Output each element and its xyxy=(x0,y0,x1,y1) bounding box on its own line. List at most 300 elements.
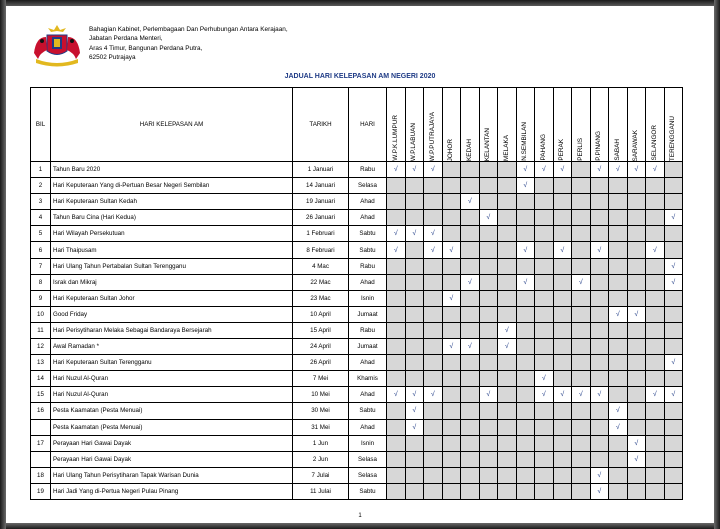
page-number: 1 xyxy=(358,513,362,519)
cell-state-empty xyxy=(590,355,609,371)
cell-state-empty xyxy=(424,467,443,483)
cell-bil: 8 xyxy=(31,274,51,290)
state-label: W.P.PUTRAJAYA xyxy=(428,111,436,161)
cell-holiday-name: Israk dan Mikraj xyxy=(51,274,293,290)
cell-state-empty xyxy=(461,290,480,306)
cell-state-empty xyxy=(387,419,406,435)
cell-state-empty xyxy=(479,435,498,451)
cell-state-empty xyxy=(646,322,665,338)
cell-state-empty xyxy=(516,322,535,338)
cell-bil: 3 xyxy=(31,194,51,210)
cell-holiday-name: Hari Perisytiharan Melaka Sebagai Bandaraya Bersejarah xyxy=(51,322,293,338)
cell-state-empty xyxy=(405,467,424,483)
cell-state-holiday-tick: √ xyxy=(535,371,554,387)
cell-state-empty xyxy=(609,258,628,274)
cell-state-empty xyxy=(424,355,443,371)
table-row xyxy=(31,403,683,419)
column-header-state xyxy=(664,88,683,162)
cell-state-empty xyxy=(479,419,498,435)
cell-date: 10 Mei xyxy=(293,387,349,403)
cell-state-empty xyxy=(535,403,554,419)
cell-state-empty xyxy=(572,322,591,338)
cell-state-empty xyxy=(609,467,628,483)
cell-state-empty xyxy=(498,419,517,435)
cell-state-holiday-tick: √ xyxy=(609,403,628,419)
cell-state-empty xyxy=(609,355,628,371)
state-label: SELANGOR xyxy=(650,125,658,161)
cell-state-empty xyxy=(535,178,554,194)
cell-state-empty xyxy=(479,162,498,178)
cell-state-empty xyxy=(498,258,517,274)
cell-date: 31 Mei xyxy=(293,419,349,435)
cell-state-empty xyxy=(572,194,591,210)
cell-state-empty xyxy=(516,435,535,451)
cell-state-empty xyxy=(498,451,517,467)
cell-state-holiday-tick: √ xyxy=(627,162,646,178)
table-row xyxy=(31,322,683,338)
state-label: JOHOR xyxy=(447,138,455,161)
cell-bil: 18 xyxy=(31,467,51,483)
cell-state-empty xyxy=(461,387,480,403)
cell-state-empty xyxy=(664,290,683,306)
cell-state-empty xyxy=(442,226,461,242)
cell-day: Ahad xyxy=(349,419,387,435)
column-header-state xyxy=(387,88,406,162)
table-body xyxy=(31,162,683,500)
table-row xyxy=(31,339,683,355)
cell-state-empty xyxy=(387,483,406,499)
table-row xyxy=(31,306,683,322)
cell-state-empty xyxy=(442,451,461,467)
cell-state-empty xyxy=(572,371,591,387)
cell-day: Sabtu xyxy=(349,242,387,258)
cell-state-empty xyxy=(627,483,646,499)
state-label: PERAK xyxy=(558,139,566,161)
cell-state-empty xyxy=(646,435,665,451)
cell-state-empty xyxy=(498,435,517,451)
cell-state-empty xyxy=(627,419,646,435)
window-edge-top xyxy=(0,0,720,6)
cell-state-empty xyxy=(479,194,498,210)
table-row xyxy=(31,290,683,306)
table-row xyxy=(31,435,683,451)
column-header-state xyxy=(405,88,424,162)
cell-date: 15 April xyxy=(293,322,349,338)
cell-state-empty xyxy=(405,322,424,338)
cell-state-empty xyxy=(646,483,665,499)
cell-state-empty xyxy=(424,178,443,194)
cell-state-empty xyxy=(405,339,424,355)
cell-state-empty xyxy=(516,258,535,274)
cell-state-empty xyxy=(572,210,591,226)
cell-state-empty xyxy=(424,403,443,419)
cell-state-empty xyxy=(664,371,683,387)
state-label: N.SEMBILAN xyxy=(521,122,529,161)
cell-bil: 6 xyxy=(31,242,51,258)
column-header-state xyxy=(479,88,498,162)
cell-state-empty xyxy=(553,483,572,499)
cell-bil: 16 xyxy=(31,403,51,419)
cell-holiday-name: Hari Keputeraan Sultan Kedah xyxy=(51,194,293,210)
column-header-state xyxy=(590,88,609,162)
cell-state-holiday-tick: √ xyxy=(646,387,665,403)
cell-state-empty xyxy=(572,467,591,483)
address-line: Jabatan Perdana Menteri, xyxy=(89,35,163,43)
cell-state-empty xyxy=(609,290,628,306)
cell-state-empty xyxy=(424,306,443,322)
cell-state-empty xyxy=(664,226,683,242)
cell-day: Ahad xyxy=(349,194,387,210)
cell-state-empty xyxy=(498,467,517,483)
cell-state-empty xyxy=(553,306,572,322)
cell-state-empty xyxy=(461,306,480,322)
cell-state-empty xyxy=(609,322,628,338)
cell-state-empty xyxy=(609,339,628,355)
cell-state-empty xyxy=(590,290,609,306)
cell-state-empty xyxy=(609,483,628,499)
cell-state-empty xyxy=(627,403,646,419)
cell-holiday-name: Hari Ulang Tahun Perisytiharan Tapak Warisan Dunia xyxy=(51,467,293,483)
cell-state-holiday-tick: √ xyxy=(479,210,498,226)
cell-state-empty xyxy=(590,194,609,210)
cell-day: Ahad xyxy=(349,355,387,371)
cell-state-empty xyxy=(498,355,517,371)
cell-state-empty xyxy=(553,355,572,371)
table-row xyxy=(31,226,683,242)
state-label: KEDAH xyxy=(465,138,473,161)
table-row xyxy=(31,371,683,387)
cell-state-empty xyxy=(553,451,572,467)
cell-state-holiday-tick: √ xyxy=(553,242,572,258)
cell-state-empty xyxy=(572,306,591,322)
cell-day: Sabtu xyxy=(349,226,387,242)
cell-state-empty xyxy=(664,419,683,435)
cell-state-holiday-tick: √ xyxy=(516,274,535,290)
cell-state-empty xyxy=(405,290,424,306)
cell-state-empty xyxy=(387,178,406,194)
cell-state-empty xyxy=(646,355,665,371)
cell-state-empty xyxy=(664,451,683,467)
cell-state-empty xyxy=(553,194,572,210)
cell-state-empty xyxy=(405,483,424,499)
cell-state-empty xyxy=(461,210,480,226)
cell-date: 26 April xyxy=(293,355,349,371)
column-header-state xyxy=(516,88,535,162)
cell-state-empty xyxy=(627,178,646,194)
cell-state-empty xyxy=(609,178,628,194)
cell-state-holiday-tick: √ xyxy=(646,162,665,178)
cell-state-empty xyxy=(664,306,683,322)
state-label: SARAWAK xyxy=(632,129,640,161)
cell-day: Ahad xyxy=(349,210,387,226)
cell-state-empty xyxy=(516,387,535,403)
cell-state-empty xyxy=(590,322,609,338)
cell-state-empty xyxy=(572,435,591,451)
cell-state-empty xyxy=(405,451,424,467)
cell-day: Sabtu xyxy=(349,403,387,419)
column-header-state xyxy=(461,88,480,162)
cell-state-empty xyxy=(442,306,461,322)
cell-state-empty xyxy=(664,339,683,355)
cell-state-empty xyxy=(646,274,665,290)
cell-state-empty xyxy=(461,451,480,467)
table-header-row xyxy=(31,88,683,162)
cell-holiday-name: Tahun Baru 2020 xyxy=(51,162,293,178)
state-label: W.P.K.LUMPUR xyxy=(391,115,399,161)
cell-state-empty xyxy=(553,258,572,274)
column-header-state xyxy=(553,88,572,162)
cell-state-empty xyxy=(479,355,498,371)
cell-state-empty xyxy=(405,306,424,322)
cell-state-empty xyxy=(664,403,683,419)
cell-state-empty xyxy=(553,226,572,242)
cell-date: 10 April xyxy=(293,306,349,322)
cell-date: 8 Februari xyxy=(293,242,349,258)
cell-state-empty xyxy=(572,162,591,178)
cell-state-holiday-tick: √ xyxy=(590,162,609,178)
cell-state-holiday-tick: √ xyxy=(424,162,443,178)
cell-state-empty xyxy=(498,274,517,290)
cell-day: Ahad xyxy=(349,274,387,290)
cell-state-empty xyxy=(627,226,646,242)
address-line: Bahagian Kabinet, Perlembagaan Dan Perhubungan Antara Kerajaan, xyxy=(89,26,288,33)
cell-state-empty xyxy=(387,371,406,387)
cell-state-empty xyxy=(461,258,480,274)
cell-bil: 10 xyxy=(31,306,51,322)
cell-state-holiday-tick: √ xyxy=(424,387,443,403)
cell-state-empty xyxy=(646,419,665,435)
cell-state-holiday-tick: √ xyxy=(461,339,480,355)
cell-state-empty xyxy=(461,162,480,178)
cell-state-empty xyxy=(535,274,554,290)
cell-holiday-name: Hari Nuzul Al-Quran xyxy=(51,371,293,387)
cell-state-empty xyxy=(387,210,406,226)
cell-state-empty xyxy=(424,483,443,499)
cell-bil: 19 xyxy=(31,483,51,499)
cell-state-empty xyxy=(498,194,517,210)
column-header-state xyxy=(646,88,665,162)
cell-state-empty xyxy=(646,226,665,242)
cell-state-empty xyxy=(572,178,591,194)
table-row xyxy=(31,162,683,178)
cell-state-empty xyxy=(405,435,424,451)
cell-state-empty xyxy=(664,242,683,258)
cell-state-empty xyxy=(479,258,498,274)
cell-state-empty xyxy=(535,467,554,483)
cell-state-empty xyxy=(387,467,406,483)
cell-state-empty xyxy=(516,226,535,242)
cell-state-holiday-tick: √ xyxy=(664,210,683,226)
cell-date: 1 Januari xyxy=(293,162,349,178)
cell-state-holiday-tick: √ xyxy=(516,178,535,194)
cell-state-empty xyxy=(609,210,628,226)
cell-bil: 2 xyxy=(31,178,51,194)
cell-state-holiday-tick: √ xyxy=(590,387,609,403)
cell-state-empty xyxy=(590,339,609,355)
cell-state-empty xyxy=(609,242,628,258)
table-row xyxy=(31,451,683,467)
cell-state-empty xyxy=(646,178,665,194)
state-label: P.PINANG xyxy=(595,131,603,161)
column-header-state xyxy=(535,88,554,162)
cell-bil: 13 xyxy=(31,355,51,371)
cell-state-holiday-tick: √ xyxy=(405,387,424,403)
cell-state-empty xyxy=(479,371,498,387)
cell-state-empty xyxy=(609,226,628,242)
cell-bil: 9 xyxy=(31,290,51,306)
cell-state-empty xyxy=(590,419,609,435)
column-header-state xyxy=(424,88,443,162)
cell-state-empty xyxy=(516,339,535,355)
state-label: W.P.LABUAN xyxy=(410,122,418,161)
cell-state-empty xyxy=(498,242,517,258)
cell-state-empty xyxy=(479,451,498,467)
cell-state-empty xyxy=(442,467,461,483)
cell-state-empty xyxy=(442,403,461,419)
cell-day: Rabu xyxy=(349,162,387,178)
cell-state-empty xyxy=(387,435,406,451)
cell-holiday-name: Perayaan Hari Gawai Dayak xyxy=(51,435,293,451)
cell-state-empty xyxy=(646,403,665,419)
cell-state-empty xyxy=(461,483,480,499)
cell-day: Khamis xyxy=(349,371,387,387)
cell-state-empty xyxy=(442,194,461,210)
cell-state-empty xyxy=(535,242,554,258)
cell-state-empty xyxy=(461,178,480,194)
cell-date: 1 Jun xyxy=(293,435,349,451)
cell-state-empty xyxy=(664,322,683,338)
cell-state-empty xyxy=(479,339,498,355)
cell-state-empty xyxy=(627,371,646,387)
cell-state-holiday-tick: √ xyxy=(498,322,517,338)
cell-state-empty xyxy=(498,403,517,419)
cell-holiday-name: Hari Jadi Yang di-Pertua Negeri Pulau Pinang xyxy=(51,483,293,499)
cell-state-empty xyxy=(572,355,591,371)
cell-state-empty xyxy=(479,467,498,483)
cell-state-holiday-tick: √ xyxy=(516,242,535,258)
cell-state-empty xyxy=(535,322,554,338)
cell-state-holiday-tick: √ xyxy=(461,194,480,210)
cell-state-empty xyxy=(387,322,406,338)
cell-date: 24 April xyxy=(293,339,349,355)
cell-state-empty xyxy=(516,451,535,467)
cell-state-empty xyxy=(627,339,646,355)
state-label: KELANTAN xyxy=(484,127,492,161)
cell-state-empty xyxy=(424,435,443,451)
cell-state-holiday-tick: √ xyxy=(609,162,628,178)
cell-state-empty xyxy=(535,355,554,371)
cell-state-holiday-tick: √ xyxy=(442,339,461,355)
cell-state-holiday-tick: √ xyxy=(498,339,517,355)
cell-holiday-name: Good Friday xyxy=(51,306,293,322)
cell-state-empty xyxy=(646,371,665,387)
cell-state-empty xyxy=(646,306,665,322)
cell-state-empty xyxy=(424,371,443,387)
cell-state-holiday-tick: √ xyxy=(387,242,406,258)
cell-state-empty xyxy=(627,210,646,226)
cell-state-holiday-tick: √ xyxy=(405,226,424,242)
cell-state-holiday-tick: √ xyxy=(535,387,554,403)
cell-state-empty xyxy=(461,435,480,451)
column-header-state xyxy=(609,88,628,162)
cell-state-holiday-tick: √ xyxy=(664,258,683,274)
cell-state-empty xyxy=(424,274,443,290)
cell-state-empty xyxy=(609,387,628,403)
cell-state-holiday-tick: √ xyxy=(535,162,554,178)
table-row xyxy=(31,467,683,483)
column-header-day: HARI xyxy=(349,88,387,162)
cell-holiday-name: Pesta Kaamatan (Pesta Menuai) xyxy=(51,419,293,435)
cell-date: 4 Mac xyxy=(293,258,349,274)
cell-state-empty xyxy=(442,371,461,387)
cell-holiday-name: Tahun Baru Cina (Hari Kedua) xyxy=(51,210,293,226)
cell-date: 1 Februari xyxy=(293,226,349,242)
cell-state-empty xyxy=(498,306,517,322)
table-row xyxy=(31,210,683,226)
cell-state-empty xyxy=(590,371,609,387)
cell-state-empty xyxy=(516,355,535,371)
cell-state-empty xyxy=(553,435,572,451)
cell-bil: 11 xyxy=(31,322,51,338)
cell-state-empty xyxy=(516,483,535,499)
cell-bil: 1 xyxy=(31,162,51,178)
cell-state-empty xyxy=(461,355,480,371)
cell-state-empty xyxy=(664,483,683,499)
cell-state-holiday-tick: √ xyxy=(590,467,609,483)
cell-state-holiday-tick: √ xyxy=(572,387,591,403)
cell-day: Selasa xyxy=(349,178,387,194)
cell-state-holiday-tick: √ xyxy=(405,403,424,419)
cell-state-empty xyxy=(609,274,628,290)
cell-date: 2 Jun xyxy=(293,451,349,467)
cell-state-empty xyxy=(387,355,406,371)
cell-state-empty xyxy=(664,467,683,483)
cell-state-empty xyxy=(442,419,461,435)
cell-state-empty xyxy=(516,371,535,387)
cell-state-empty xyxy=(535,226,554,242)
cell-date: 22 Mac xyxy=(293,274,349,290)
table-row xyxy=(31,419,683,435)
cell-state-empty xyxy=(553,178,572,194)
cell-state-holiday-tick: √ xyxy=(442,290,461,306)
cell-state-empty xyxy=(479,483,498,499)
cell-day: Selasa xyxy=(349,451,387,467)
cell-state-empty xyxy=(664,178,683,194)
cell-state-empty xyxy=(424,322,443,338)
cell-state-empty xyxy=(590,451,609,467)
cell-state-holiday-tick: √ xyxy=(627,451,646,467)
cell-state-empty xyxy=(553,467,572,483)
cell-state-empty xyxy=(609,435,628,451)
cell-state-empty xyxy=(609,371,628,387)
cell-state-holiday-tick: √ xyxy=(664,387,683,403)
cell-state-empty xyxy=(479,274,498,290)
cell-state-holiday-tick: √ xyxy=(590,242,609,258)
cell-state-holiday-tick: √ xyxy=(405,162,424,178)
cell-state-empty xyxy=(516,419,535,435)
cell-state-empty xyxy=(461,322,480,338)
window-edge-bottom xyxy=(0,523,720,529)
cell-state-holiday-tick: √ xyxy=(627,435,646,451)
cell-state-empty xyxy=(405,242,424,258)
state-label: PERLIS xyxy=(576,138,584,161)
cell-state-empty xyxy=(553,322,572,338)
cell-state-empty xyxy=(442,258,461,274)
cell-state-empty xyxy=(535,258,554,274)
ministry-address xyxy=(89,25,288,62)
cell-state-empty xyxy=(498,387,517,403)
cell-state-empty xyxy=(646,467,665,483)
